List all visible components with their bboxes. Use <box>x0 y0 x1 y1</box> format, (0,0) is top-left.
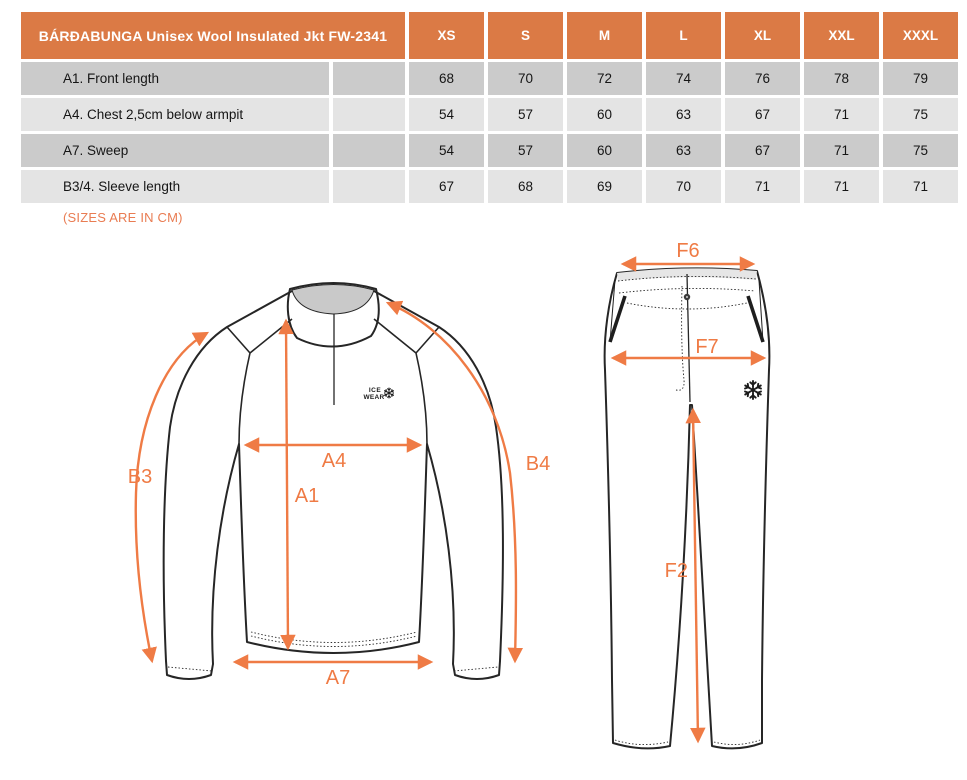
measure-value: 60 <box>567 98 642 131</box>
measure-value: 70 <box>646 170 721 203</box>
pants-outline <box>605 268 770 748</box>
jacket-label-a4: A4 <box>321 450 347 472</box>
collar-inner <box>292 285 374 315</box>
jacket-measurement-diagram <box>108 243 558 713</box>
snowflake-icon <box>384 388 394 398</box>
measure-value: 60 <box>567 134 642 167</box>
measure-value: 71 <box>804 170 879 203</box>
a1-length-arrow <box>286 321 288 648</box>
size-chart <box>17 9 962 206</box>
size-header-s: S <box>488 12 563 59</box>
pants-label-f7: F7 <box>695 336 719 358</box>
snowflake-icon <box>744 381 762 399</box>
measure-value: 63 <box>646 134 721 167</box>
spacer-cell <box>333 62 405 95</box>
size-header-xxxl: XXXL <box>883 12 958 59</box>
measure-value: 79 <box>883 62 958 95</box>
shoulder-seam-right <box>374 319 439 444</box>
measure-value: 67 <box>409 170 484 203</box>
spacer-cell <box>333 170 405 203</box>
size-header-xxl: XXL <box>804 12 879 59</box>
size-header-xs: XS <box>409 12 484 59</box>
measure-value: 76 <box>725 62 800 95</box>
logo-text-bottom: WEAR <box>363 394 385 401</box>
measure-label: A1. Front length <box>21 62 329 95</box>
measure-value: 67 <box>725 98 800 131</box>
jacket-label-a7: A7 <box>325 667 351 689</box>
measure-value: 75 <box>883 98 958 131</box>
measure-value: 67 <box>725 134 800 167</box>
measure-value: 54 <box>409 98 484 131</box>
size-chart-table <box>17 9 962 206</box>
measure-label: A4. Chest 2,5cm below armpit <box>21 98 329 131</box>
b3-sleeve-arrow <box>136 333 207 661</box>
table-row <box>21 134 958 167</box>
jacket-measure-arrows <box>136 303 516 662</box>
measure-value: 74 <box>646 62 721 95</box>
measure-value: 68 <box>409 62 484 95</box>
measure-value: 68 <box>488 170 563 203</box>
measure-value: 71 <box>725 170 800 203</box>
jacket-label-b3: B3 <box>127 466 153 488</box>
leg-hem-stitching <box>615 740 760 745</box>
measure-value: 71 <box>804 98 879 131</box>
measure-value: 71 <box>883 170 958 203</box>
measure-value: 57 <box>488 134 563 167</box>
center-front-line <box>687 274 690 402</box>
pants-label-f2: F2 <box>664 560 688 582</box>
pocket-openings <box>610 280 763 342</box>
logo-text-top: ICE <box>368 387 382 394</box>
measure-value: 63 <box>646 98 721 131</box>
jacket-label-a1: A1 <box>294 485 320 507</box>
hem-stitching <box>251 632 417 647</box>
size-header-l: L <box>646 12 721 59</box>
measure-value: 57 <box>488 98 563 131</box>
fly-stitching <box>676 286 684 390</box>
measure-value: 78 <box>804 62 879 95</box>
measure-label: A7. Sweep <box>21 134 329 167</box>
jacket-logo <box>363 387 394 401</box>
spacer-cell <box>333 134 405 167</box>
measure-value: 70 <box>488 62 563 95</box>
waist-button-center <box>686 296 688 298</box>
pants-label-f6: F6 <box>676 240 700 262</box>
table-row <box>21 170 958 203</box>
header-row <box>21 12 958 59</box>
size-header-xl: XL <box>725 12 800 59</box>
table-row <box>21 62 958 95</box>
size-header-m: M <box>567 12 642 59</box>
sizes-unit-note: (SIZES ARE IN CM) <box>63 210 183 225</box>
table-row <box>21 98 958 131</box>
pants-sketch <box>605 268 770 748</box>
jacket-sketch <box>164 283 503 679</box>
measure-value: 75 <box>883 134 958 167</box>
pants-measurement-diagram <box>585 240 785 765</box>
product-title: BÁRÐABUNGA Unisex Wool Insulated Jkt FW-2341 <box>21 12 405 59</box>
measure-value: 72 <box>567 62 642 95</box>
measure-value: 71 <box>804 134 879 167</box>
jacket-label-b4: B4 <box>525 453 551 475</box>
measure-value: 54 <box>409 134 484 167</box>
shoulder-seam-left <box>227 319 292 444</box>
measure-label: B3/4. Sleeve length <box>21 170 329 203</box>
spacer-cell <box>333 98 405 131</box>
b4-sleeve-arrow <box>388 303 516 661</box>
measure-value: 69 <box>567 170 642 203</box>
